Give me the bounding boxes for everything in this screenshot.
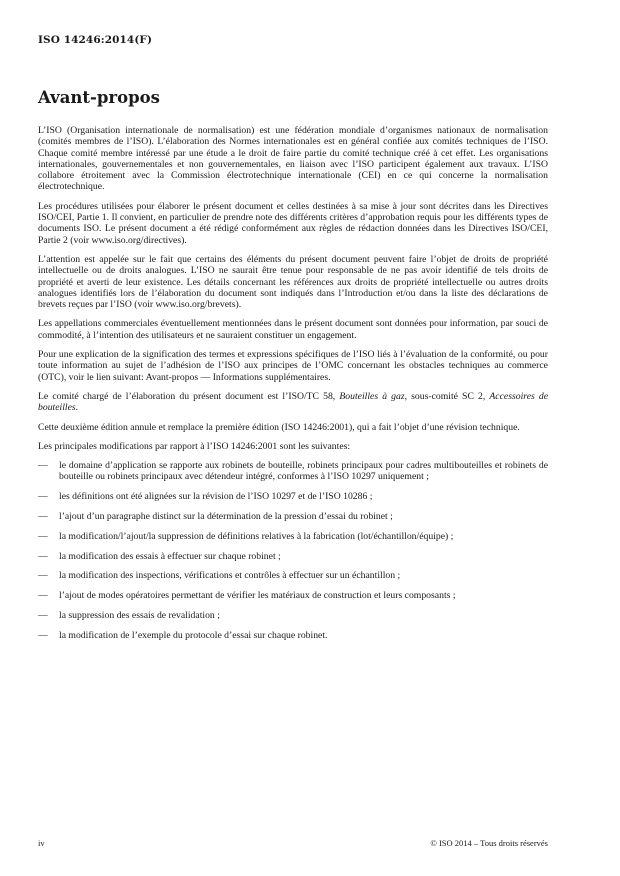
committee-text-before: Le comité chargé de l’élaboration du présent document est l’ISO/TC 58,	[38, 390, 340, 402]
paragraph-iso-intro: L’ISO (Organisation internationale de normalisation) est une fédération mondiale d’organismes nationaux de normalisation (comités membres de l’ISO). L’élaboration des Normes internationales est en général confiée aux comités techniques de l’ISO. Chaque comité membre intéressé par une étude a le droit de faire partie du comité technique créé à cet effet. Les organisations internationales, gouvernementales et non gouvernementales, en liaison avec l’ISO participent également aux travaux. L’ISO collabore étroitement avec la Commission électrotechnique internationale (CEI) en ce qui concerne la normalisation électrotechnique.	[38, 125, 548, 193]
paragraph-trade-names: Les appellations commerciales éventuellement mentionnées dans le présent document sont données pour information, par souci de commodité, à l’intention des utilisateurs et ne sauraient constituer un engagement.	[38, 318, 548, 341]
paragraph-patents: L’attention est appelée sur le fait que certains des éléments du présent document peuvent faire l’objet de droits de propriété intellectuelle ou de droits analogues. L’ISO ne saurait être tenue pour responsable de ne pas avoir identifié de tels droits de propriété et averti de leur existence. Les détails concernant les références aux droits de propriété intellectuelle ou autres droits analogues identifiés lors de l’élaboration du document sont indiqués dans l’Introduction et/ou dans la liste des déclarations de brevets reçues par l’ISO (voir www.iso.org/brevets).	[38, 253, 548, 311]
paragraph-changes-intro: Les principales modifications par rapport à l’ISO 14246:2001 sont les suivantes:	[38, 440, 351, 452]
list-item-text: les définitions ont été alignées sur la révision de l’ISO 10297 et de l’ISO 10286 ;	[59, 491, 373, 503]
list-item	[38, 590, 548, 601]
subcommittee-title: Accessoires de bouteilles	[38, 390, 549, 414]
dash-bullet: —	[38, 629, 48, 641]
changes-list	[38, 460, 548, 641]
paragraph-conformity: Pour une explication de la signification des termes et expressions spécifiques de l’ISO liés à l’évaluation de la conformité, ou pour toute information au sujet de l’adhésion de l’ISO aux principes de l’OMC concernant les obstacles techniques au commerce (OTC), voir le lien suivant: Avant-propos — Informations supplémentaires.	[38, 349, 548, 383]
committee-text-after: .	[75, 402, 79, 414]
committee-text-middle: , sous-comité SC 2,	[404, 390, 490, 402]
paragraph-procedures: Les procédures utilisées pour élaborer le présent document et celles destinées à sa mise à jour sont décrites dans les Directives ISO/CEI, Partie 1. Il convient, en particulier de prendre note des différents critères d’approbation requis pour les différents types de documents ISO. Le présent document a été rédigé conformément aux règles de rédaction données dans les Directives ISO/CEI, Partie 2 (voir www.iso.org/directives).	[38, 200, 548, 246]
dash-bullet: —	[38, 590, 48, 602]
dash-bullet: —	[38, 491, 48, 503]
dash-bullet: —	[38, 550, 48, 562]
list-item-text: le domaine d’application se rapporte aux robinets de bouteille, robinets principaux pour cadres multibouteilles et robinets de bouteille ou robinets principaux avec détendeur intégré, conformes à l’ISO 10297 uniquement ;	[59, 460, 548, 483]
dash-bullet: —	[38, 530, 48, 542]
list-item-text: la suppression des essais de revalidation ;	[59, 610, 220, 621]
paragraph-edition: Cette deuxième édition annule et remplace la première édition (ISO 14246:2001), qui a fait l’objet d’une révision technique.	[38, 421, 520, 433]
page-number: iv	[38, 838, 45, 848]
list-item	[38, 460, 548, 483]
list-item	[38, 610, 548, 621]
list-item-text: la modification de l’exemple du protocole d’essai sur chaque robinet.	[59, 629, 328, 641]
document-id-header: ISO 14246:2014(F)	[38, 34, 153, 46]
list-item-text: l’ajout d’un paragraphe distinct sur la détermination de la pression d’essai du robinet ;	[59, 511, 393, 523]
list-item	[38, 491, 548, 502]
list-item-text: la modification/l’ajout/la suppression de définitions relatives à la fabrication (lot/échantillon/équipe) ;	[59, 530, 454, 542]
list-item	[38, 570, 548, 581]
committee-title: Bouteilles à gaz	[339, 390, 405, 402]
dash-bullet: —	[38, 570, 48, 582]
list-item	[38, 551, 548, 562]
list-item	[38, 511, 548, 522]
list-item-text: la modification des essais à effectuer sur chaque robinet ;	[59, 550, 281, 562]
copyright-notice: © ISO 2014 – Tous droits réservés	[430, 838, 548, 848]
paragraph-committee	[38, 391, 548, 414]
dash-bullet: —	[38, 610, 48, 621]
list-item-text: l’ajout de modes opératoires permettant de vérifier les matériaux de construction et leurs composants ;	[59, 590, 456, 602]
list-item	[38, 531, 548, 542]
list-item-text: la modification des inspections, vérifications et contrôles à effectuer sur un échantillon ;	[59, 570, 401, 582]
page-footer	[38, 838, 548, 848]
list-item	[38, 630, 548, 641]
foreword-body	[38, 125, 548, 650]
section-title: Avant-propos	[38, 88, 160, 107]
dash-bullet: —	[38, 511, 48, 523]
dash-bullet: —	[38, 460, 48, 472]
